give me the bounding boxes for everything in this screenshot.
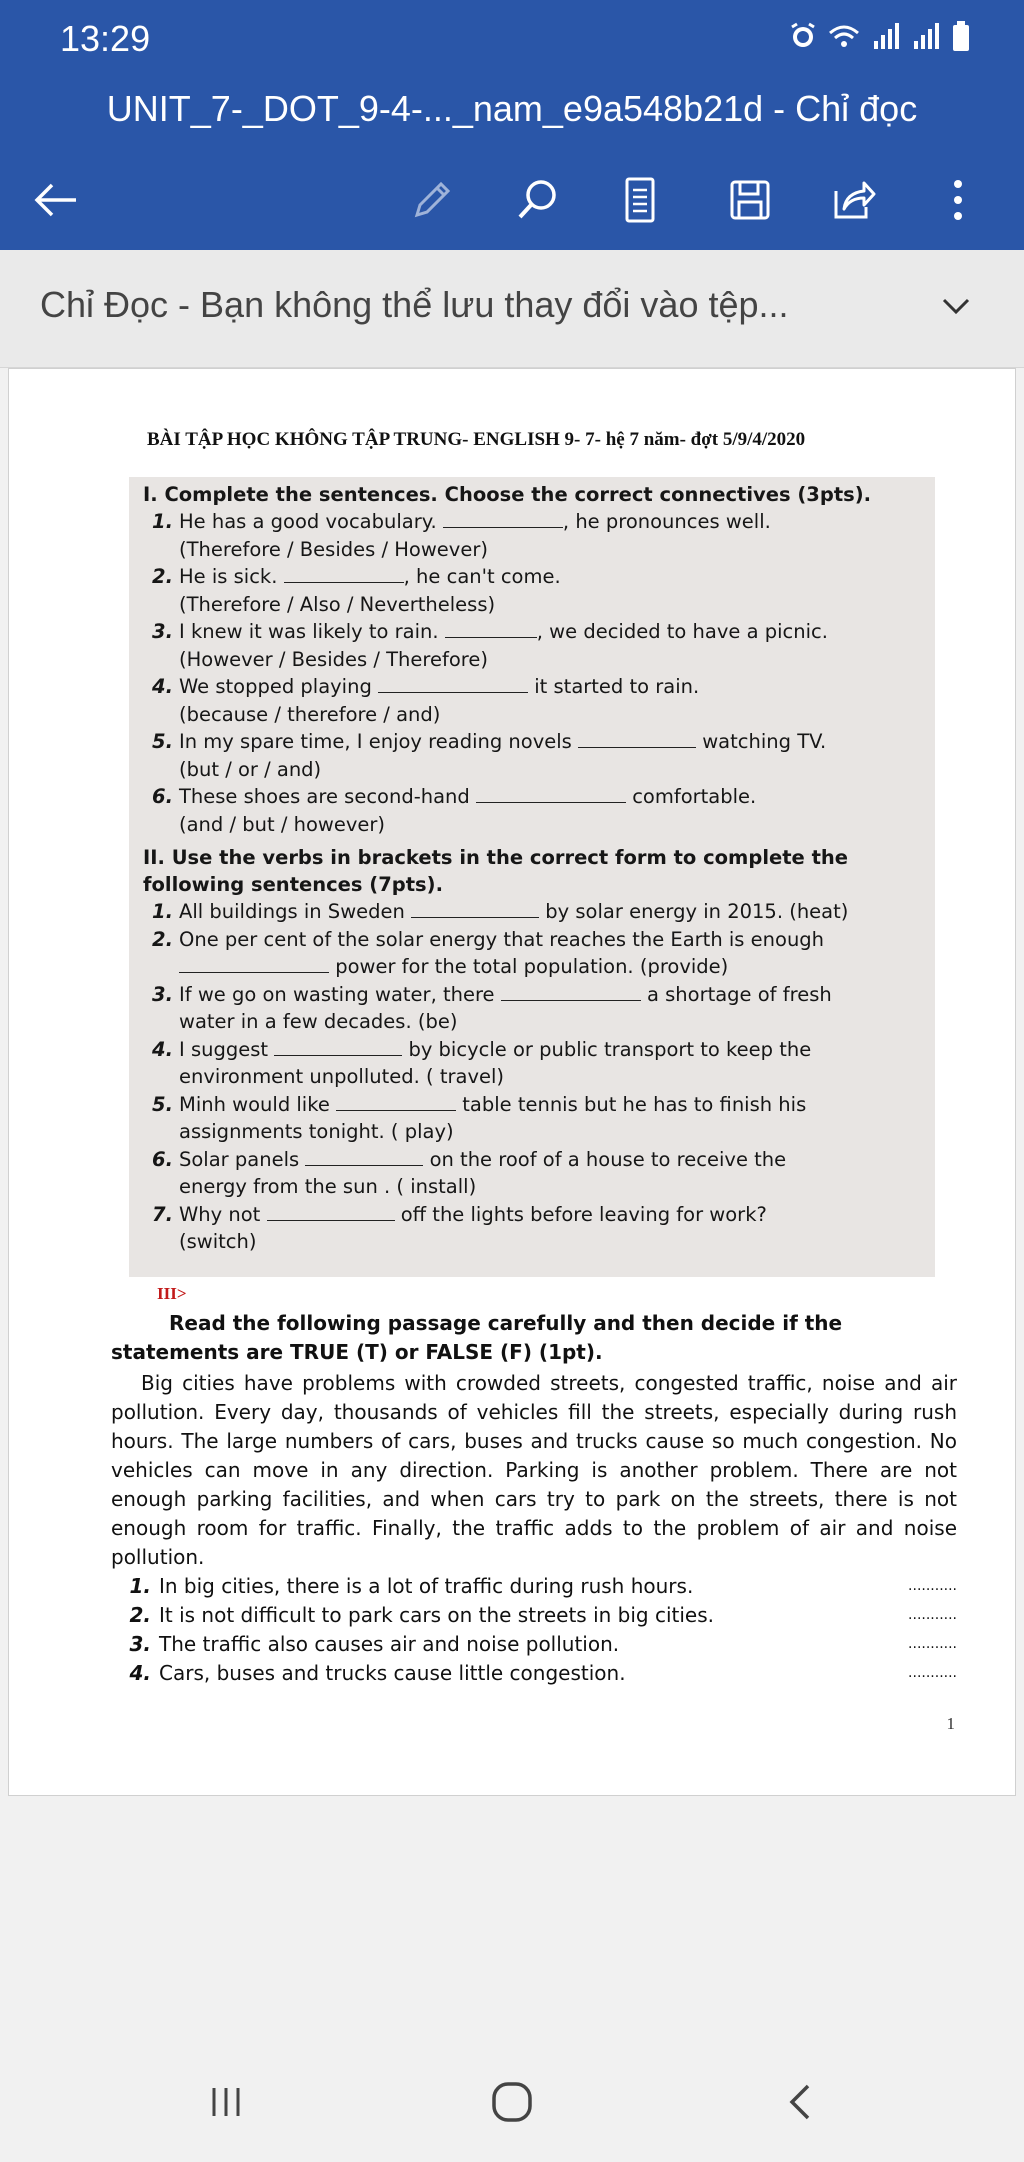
list-item: 4. I suggest by bicycle or public transport to keep the bbox=[152, 1037, 812, 1061]
list-item: 1. All buildings in Sweden by solar energy in 2015. (heat) bbox=[152, 900, 849, 923]
list-item: 5. In my spare time, I enjoy reading novels watching TV. bbox=[152, 730, 827, 753]
list-item: 3. I knew it was likely to rain. , we decided to have a picnic. bbox=[152, 620, 828, 643]
section1-list: 1. He has a good vocabulary. , he pronounces well. (Therefore / Besides / However) 2. He is sick. , he can't come. (Therefore / Also / Nevertheless) 3. I knew it was likely to rain. , we decided to have a picnic. (However / Besides / Therefore) 4. We stopped playing it started to rain. (because / therefore / and) 5. In my spare time, I enjoy reading novels watching TV. (but / or / and) 6. These shoes are second-hand comfortable. (and / but / however) bbox=[143, 508, 925, 838]
reading-view-icon[interactable] bbox=[610, 170, 670, 230]
list-item: 4. We stopped playing it started to rain. bbox=[152, 675, 700, 698]
readonly-banner[interactable] bbox=[0, 250, 1024, 368]
home-icon[interactable] bbox=[482, 2072, 542, 2132]
signal-icon bbox=[910, 21, 942, 51]
wifi-icon bbox=[826, 21, 862, 51]
section3-marker: III> bbox=[157, 1284, 187, 1303]
status-icons bbox=[788, 20, 972, 52]
list-item: 5. Minh would like table tennis but he has to finish his bbox=[152, 1092, 807, 1116]
list-item: 2. He is sick. , he can't come. bbox=[152, 565, 561, 588]
list-item: 2. It is not difficult to park cars on the streets in big cities. ........... bbox=[129, 1603, 957, 1627]
section3-list bbox=[111, 1572, 957, 1688]
page-number: 1 bbox=[946, 1714, 955, 1733]
alarm-icon bbox=[788, 21, 818, 51]
search-icon[interactable] bbox=[508, 170, 568, 230]
status-bar bbox=[0, 0, 1024, 80]
document-heading: BÀI TẬP HỌC KHÔNG TẬP TRUNG- ENGLISH 9- 7- hệ 7 năm- đợt 5/9/4/2020 bbox=[147, 429, 806, 450]
list-item: 1. In big cities, there is a lot of traffic during rush hours. ........... bbox=[129, 1574, 957, 1598]
back-icon[interactable] bbox=[770, 2072, 830, 2132]
title-bar bbox=[0, 80, 1024, 160]
save-icon[interactable] bbox=[720, 170, 780, 230]
list-item: 7. Why not off the lights before leaving for work? bbox=[152, 1202, 767, 1226]
section2-title: II. Use the verbs in brackets in the correct form to complete the following sentences (7pts). bbox=[143, 846, 848, 896]
signal-icon bbox=[870, 21, 902, 51]
more-vertical-icon[interactable] bbox=[928, 170, 988, 230]
list-item: 3. If we go on wasting water, there a shortage of fresh bbox=[152, 982, 832, 1006]
scanned-worksheet bbox=[129, 477, 935, 1277]
list-item: 3. The traffic also causes air and noise pollution. ........... bbox=[129, 1632, 957, 1656]
battery-icon bbox=[950, 20, 972, 52]
edit-pencil-icon[interactable] bbox=[402, 170, 462, 230]
section3-title: Read the following passage carefully and then decide if the statements are TRUE (T) or FALSE (F) (1pt). bbox=[111, 1311, 843, 1364]
section2-list: 1. All buildings in Sweden by solar energy in 2015. (heat) 2. One per cent of the solar energy that reaches the Earth is enough power for the total population. (provide) 3. If we go on wasting water, there a shortage of fresh water in a few decades. (be) 4. I suggest by bicycle or public transport to keep the environment unpolluted. ( travel) 5. Minh would like table tennis but he has to finish his assignments tonight. ( play) 6. Solar panels on the roof of a house to receive the energy from the sun . ( install) 7. Why not off the lights before leaving for work? (switch) bbox=[143, 898, 925, 1256]
back-arrow-icon[interactable] bbox=[26, 170, 86, 230]
readonly-banner-text: Chỉ Đọc - Bạn không thể lưu thay đổi vào tệp... bbox=[40, 284, 789, 325]
list-item: 2. One per cent of the solar energy that reaches the Earth is enough bbox=[152, 927, 825, 951]
status-time: 13:29 bbox=[60, 18, 151, 59]
document-page[interactable] bbox=[8, 368, 1016, 1796]
section3 bbox=[111, 1309, 957, 1688]
recent-apps-icon[interactable] bbox=[196, 2072, 256, 2132]
share-icon[interactable] bbox=[822, 170, 882, 230]
list-item: 1. He has a good vocabulary. , he pronounces well. bbox=[152, 510, 771, 533]
list-item: 6. These shoes are second-hand comfortable. bbox=[152, 785, 757, 808]
list-item: 4. Cars, buses and trucks cause little congestion. ........... bbox=[129, 1661, 957, 1685]
toolbar bbox=[0, 150, 1024, 250]
chevron-down-icon[interactable] bbox=[938, 288, 974, 329]
navigation-bar bbox=[0, 2042, 1024, 2162]
list-item: 6. Solar panels on the roof of a house to receive the bbox=[152, 1147, 787, 1171]
reading-passage: Big cities have problems with crowded streets, congested traffic, noise and air pollution. Every day, thousands of vehicles fill the streets, especially during rush hours. The large numbers of cars, buses and trucks cause so much congestion. No vehicles can move in any direction. Parking is another problem. There are not enough parking facilities, and when cars try to park on the streets, there is not enough room for traffic. Finally, the traffic adds to the problem of air and noise pollution. bbox=[111, 1371, 957, 1569]
document-title: UNIT_7-_DOT_9-4-..._nam_e9a548b21d - Chỉ đọc bbox=[106, 88, 918, 129]
section1-title: I. Complete the sentences. Choose the correct connectives (3pts). bbox=[143, 483, 872, 506]
